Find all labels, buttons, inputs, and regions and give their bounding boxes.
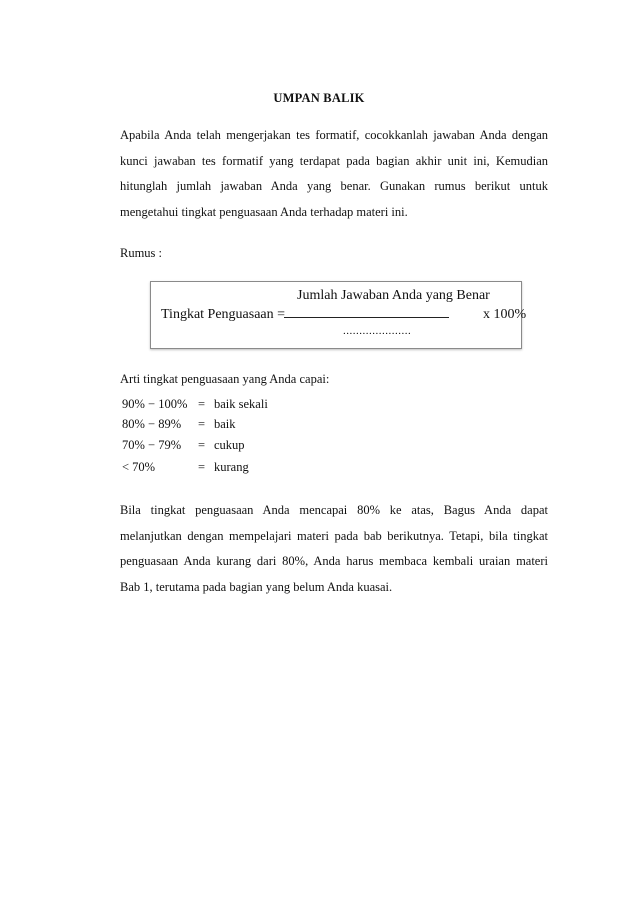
- level-range: 70% − 79%: [122, 438, 182, 452]
- level-equals: =: [198, 417, 206, 431]
- rumus-label: Rumus :: [120, 246, 163, 260]
- level-label: cukup: [214, 438, 245, 452]
- level-row: [122, 397, 268, 412]
- formula-box: [150, 281, 527, 349]
- level-row: [122, 460, 249, 475]
- level-equals: =: [198, 460, 206, 474]
- level-equals: =: [198, 438, 206, 452]
- fraction-bar: [284, 317, 449, 318]
- level-range: < 70%: [122, 460, 156, 474]
- level-label: kurang: [214, 460, 249, 474]
- paragraph-line: mengetahui tingkat penguasaan Anda terhadap materi ini.: [120, 204, 408, 219]
- page-title: UMPAN BALIK: [273, 91, 365, 105]
- formula-numerator: Jumlah Jawaban Anda yang Benar: [297, 288, 490, 303]
- paragraph-line: melanjutkan dengan mempelajari materi pada bab berikutnya. Tetapi, bila tingkat: [120, 528, 548, 543]
- paragraph-line: Apabila Anda telah mengerjakan tes formatif, cocokkanlah jawaban Anda dengan: [120, 128, 548, 142]
- intro-paragraph: [120, 123, 548, 225]
- paragraph-line: hitunglah jumlah jawaban Anda yang benar. Gunakan rumus berikut untuk: [120, 179, 548, 193]
- arti-label: Arti tingkat penguasaan yang Anda capai:: [120, 372, 330, 386]
- paragraph-line: penguasaan Anda kurang dari 80%, Anda harus membaca kembali uraian materi: [120, 554, 548, 568]
- level-range: 80% − 89%: [122, 417, 182, 431]
- paragraph-line: kunci jawaban tes formatif yang terdapat pada bagian akhir unit ini, Kemudian: [120, 153, 548, 168]
- level-label: baik: [214, 417, 236, 431]
- formula-denominator: .....................: [343, 325, 412, 337]
- level-label: baik sekali: [214, 397, 268, 411]
- level-range: 90% − 100%: [122, 397, 188, 411]
- formula-left-side: Tingkat Penguasaan =: [161, 307, 286, 322]
- formula-multiplier: x 100%: [483, 307, 527, 322]
- level-equals: =: [198, 397, 206, 411]
- closing-paragraph: [120, 498, 548, 600]
- level-row: [122, 417, 236, 432]
- paragraph-line: Bab 1, terutama pada bagian yang belum Anda kuasai.: [120, 579, 393, 594]
- paragraph-line: Bila tingkat penguasaan Anda mencapai 80% ke atas, Bagus Anda dapat: [120, 503, 548, 517]
- level-row: [122, 438, 245, 453]
